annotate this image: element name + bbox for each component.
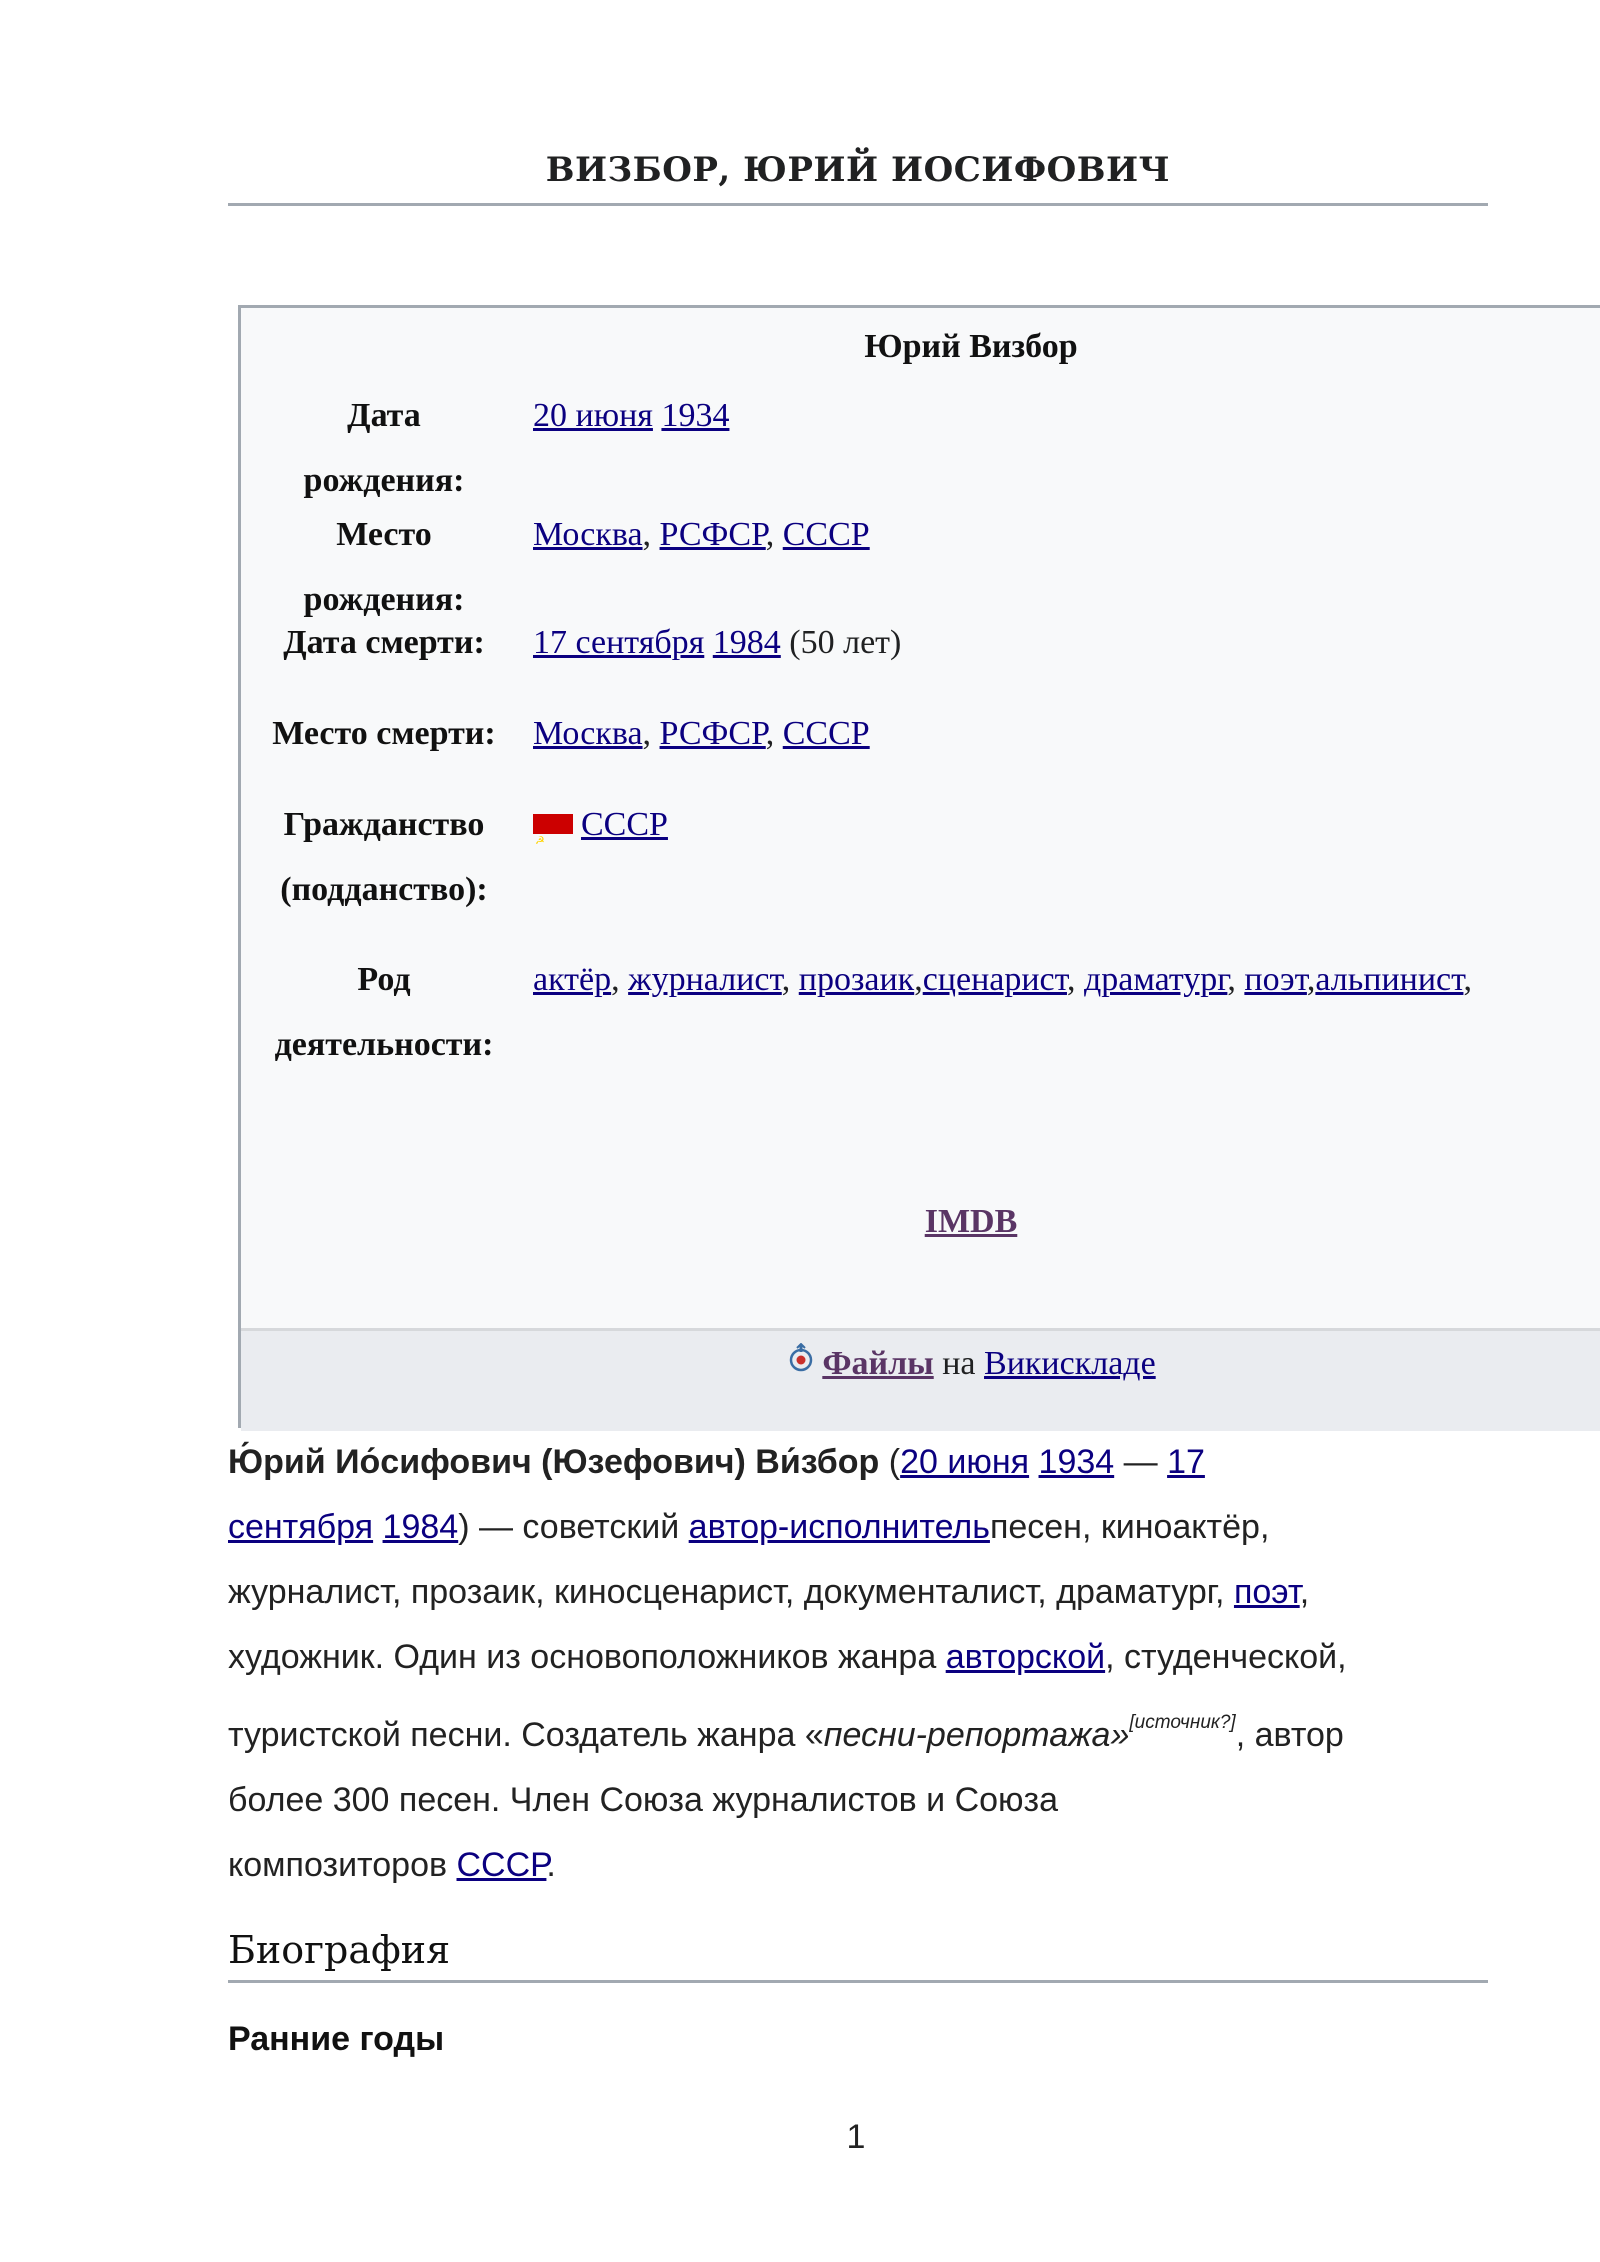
death-year-link[interactable]: 1984: [712, 624, 781, 661]
files-link[interactable]: Файлы: [822, 1345, 934, 1382]
ussr-link[interactable]: СССР: [456, 1846, 547, 1884]
infobox-label: Место рождения:: [303, 516, 465, 618]
imdb-link-row: [241, 1203, 1600, 1241]
death-day-link[interactable]: 17 сентября: [533, 624, 705, 661]
author-song-link[interactable]: авторской: [945, 1638, 1106, 1676]
occupation-alpinist-link[interactable]: альпинист: [1315, 961, 1464, 998]
occupation-journalist-link[interactable]: журналист: [628, 961, 782, 998]
subsection-heading-early-years: Ранние годы: [228, 2020, 445, 2058]
intro-line-7: композиторов СССР.: [228, 1846, 556, 1884]
rsfsr-link[interactable]: РСФСР: [659, 715, 766, 752]
death-day-link[interactable]: 17: [1167, 1443, 1205, 1481]
page-number: 1: [846, 2118, 866, 2156]
birth-year-link[interactable]: 1934: [661, 397, 730, 434]
section-heading-biography: Биография: [228, 1928, 451, 1972]
section-divider: [228, 1980, 1488, 1983]
moscow-link[interactable]: Москва: [533, 516, 643, 553]
intro-line-3: журналист, прозаик, киносценарист, документалист, драматург, поэт,: [228, 1573, 1310, 1611]
death-year-link[interactable]: 1984: [382, 1508, 459, 1546]
wikimedia-commons-link[interactable]: Викискладе: [984, 1345, 1156, 1382]
birth-day-link[interactable]: 20 июня: [533, 397, 653, 434]
infobox-value: Москва, РСФСР, СССР: [533, 715, 870, 752]
infobox-label: Гражданство (подданство):: [280, 806, 488, 908]
infobox-label: Род деятельности:: [274, 961, 494, 1063]
intro-line-5: туристской песни. Создатель жанра «песни-репортажа»[источник?], автор: [228, 1712, 1344, 1754]
citation-needed-link[interactable]: [источник?]: [1129, 1712, 1236, 1733]
ussr-flag-icon: [533, 814, 573, 834]
page-title: ВИЗБОР, ЮРИЙ ИОСИФОВИЧ: [545, 150, 1171, 190]
intro-line-6: более 300 песен. Член Союза журналистов и Союза: [228, 1781, 1059, 1819]
footer-middle-text: на: [942, 1345, 976, 1382]
moscow-link[interactable]: Москва: [533, 715, 643, 752]
infobox-label: Место смерти:: [272, 715, 496, 752]
infobox-label: Дата смерти:: [283, 624, 485, 661]
subject-name: Ю́рий Ио́сифович (Юзефович) Ви́збор: [228, 1443, 880, 1481]
intro-line-4: художник. Один из основоположников жанра авторской, студенческой,: [228, 1638, 1347, 1676]
infobox-value: [533, 610, 901, 675]
ussr-link[interactable]: СССР: [581, 806, 668, 843]
infobox-footer: [241, 1328, 1600, 1431]
occupation-actor-link[interactable]: актёр: [533, 961, 612, 998]
death-month-link[interactable]: сентября: [228, 1508, 374, 1546]
birth-day-link[interactable]: 20 июня: [900, 1443, 1030, 1481]
intro-line-2: сентября 1984) — советский автор-исполнительпесен, киноактёр,: [228, 1508, 1270, 1546]
birth-year-link[interactable]: 1934: [1038, 1443, 1115, 1481]
singer-songwriter-link[interactable]: автор-исполнитель: [688, 1508, 990, 1546]
occupation-poet-link[interactable]: поэт: [1244, 961, 1307, 998]
occupation-playwright-link[interactable]: драматург: [1083, 961, 1228, 998]
imdb-link[interactable]: IMDB: [924, 1203, 1018, 1240]
infobox: [238, 305, 1600, 1428]
genre-name: песни-репортажа: [823, 1716, 1111, 1754]
wikimedia-commons-icon: [786, 1343, 816, 1373]
infobox-value: [533, 792, 668, 857]
infobox-label: Дата рождения:: [303, 397, 465, 499]
ussr-link[interactable]: СССР: [782, 715, 870, 752]
commons-footer: [241, 1345, 1600, 1383]
intro-line-1: Ю́рий Ио́сифович (Юзефович) Ви́збор (20 июня 1934 — 17: [228, 1443, 1205, 1481]
ussr-link[interactable]: СССР: [782, 516, 870, 553]
occupation-prose-writer-link[interactable]: прозаик: [798, 961, 915, 998]
rsfsr-link[interactable]: РСФСР: [659, 516, 766, 553]
age-at-death: (50 лет): [789, 624, 902, 661]
infobox-value: [533, 383, 729, 448]
infobox-value: актёр, журналист, прозаик,сценарист, драматург, поэт,альпинист,: [533, 961, 1472, 998]
infobox-title: Юрий Визбор: [864, 328, 1078, 365]
infobox-value: Москва, РСФСР, СССР: [533, 516, 870, 553]
title-divider: [228, 203, 1488, 206]
occupation-screenwriter-link[interactable]: сценарист: [922, 961, 1067, 998]
intro-paragraph: [228, 1430, 1498, 1898]
poet-link[interactable]: поэт: [1233, 1573, 1300, 1611]
